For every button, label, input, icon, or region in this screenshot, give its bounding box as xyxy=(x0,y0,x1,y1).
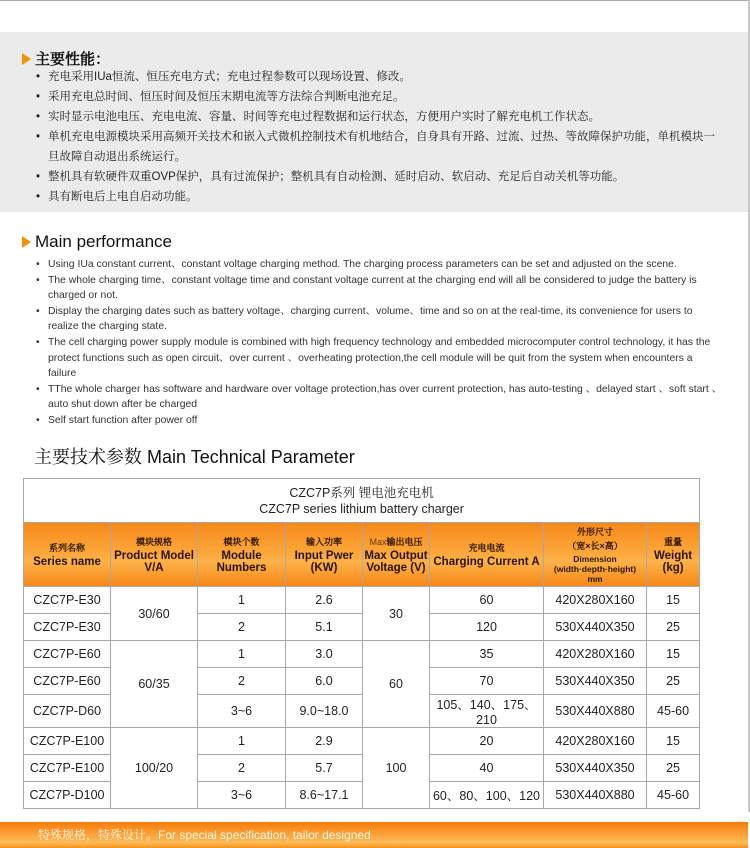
cell-weight: 15 xyxy=(647,728,700,755)
header-cn-text: 输出电压 xyxy=(386,536,423,547)
cell-weight: 25 xyxy=(647,614,700,641)
header-model xyxy=(111,523,198,587)
triangle-bullet-icon xyxy=(22,53,31,65)
header-modules xyxy=(198,523,286,587)
table-caption-row xyxy=(24,479,700,523)
cell-dimension: 530X440X350 xyxy=(544,668,647,695)
header-unit: mm xyxy=(587,573,603,584)
header-en-sub: (width·depth·height) xyxy=(553,563,637,574)
table-row xyxy=(24,641,700,668)
cn-feature-list xyxy=(36,67,726,207)
cell-power: 5.1 xyxy=(286,614,363,641)
list-item: • Display the charging dates such as battery voltage、charging current、volume、time and so on at the real-time, its convenience for users to realize the charging state. xyxy=(36,304,722,335)
list-item: • 实时显示电池电压、充电电流、容量、时间等充电过程数据和运行状态，方便用户实时了解充电机工作状态。 xyxy=(36,107,726,127)
cell-power: 2.6 xyxy=(286,587,363,614)
triangle-bullet-icon xyxy=(22,236,31,248)
cell-series: CZC7P-E30 xyxy=(24,587,111,614)
cell-dimension: 420X280X160 xyxy=(544,728,647,755)
top-divider xyxy=(0,0,750,1)
cn-performance-section xyxy=(0,32,748,212)
table-caption xyxy=(24,479,700,523)
list-item: • 充电采用IUa恒流、恒压充电方式；充电过程参数可以现场设置、修改。 xyxy=(36,67,726,87)
cell-modules: 1 xyxy=(198,587,286,614)
cell-modules: 2 xyxy=(198,755,286,782)
list-item: • 整机具有软硬件双重OVP保护，具有过流保护；整机具有自动检测、延时启动、软启动、充足后自动关机等功能。 xyxy=(36,167,726,187)
cell-dimension: 420X280X160 xyxy=(544,641,647,668)
list-item: • Using IUa constant current、constant voltage charging method. The charging process parameters can be set and adjusted on the scene. xyxy=(36,257,722,273)
caption-cn: CZC7P系列 锂电池充电机 xyxy=(289,485,434,500)
footer-banner xyxy=(0,822,748,848)
cell-power: 6.0 xyxy=(286,668,363,695)
cell-dimension: 530X440X350 xyxy=(544,755,647,782)
header-cn: 充电电流 xyxy=(468,542,505,553)
list-item: • 具有断电后上电自启动功能。 xyxy=(36,187,726,207)
header-cn: 系列名称 xyxy=(48,542,85,553)
header-cn: 外形尺寸 xyxy=(576,526,613,537)
list-item: • The cell charging power supply module is combined with high frequency technology and embedded microcomputer control technology, it has the protect functions such as open circuit、over current 、overheating protection,the cell module will be quit from the system when encounters a failure xyxy=(36,335,722,382)
cell-series: CZC7P-E60 xyxy=(24,668,111,695)
header-cn: 模块规格 xyxy=(135,536,172,547)
header-cn-sub: （宽×长×高） xyxy=(567,540,623,551)
header-cn: 输入功率 xyxy=(305,536,342,547)
table-header-row xyxy=(24,523,700,587)
spec-table xyxy=(23,478,700,809)
cell-dimension: 530X440X880 xyxy=(544,695,647,728)
cell-voltage: 100 xyxy=(363,728,430,809)
cell-power: 3.0 xyxy=(286,641,363,668)
cell-voltage: 30 xyxy=(363,587,430,641)
cell-current: 105、140、175、210 xyxy=(430,695,544,728)
header-en: Input Pwer (KW) xyxy=(294,549,354,574)
cell-modules: 1 xyxy=(198,728,286,755)
cell-power: 5.7 xyxy=(286,755,363,782)
cell-model: 30/60 xyxy=(111,587,198,641)
list-item: • 采用充电总时间、恒压时间及恒压末期电流等方法综合判断电池充足。 xyxy=(36,87,726,107)
header-power xyxy=(286,523,363,587)
cell-modules: 1 xyxy=(198,641,286,668)
cell-voltage: 60 xyxy=(363,641,430,728)
cn-section-title xyxy=(22,48,110,69)
cn-title-text: 主要性能： xyxy=(35,51,111,68)
cell-weight: 25 xyxy=(647,668,700,695)
cell-weight: 15 xyxy=(647,587,700,614)
cell-current: 20 xyxy=(430,728,544,755)
en-feature-list xyxy=(36,257,722,429)
max-prefix: Max xyxy=(369,536,387,547)
en-section-title xyxy=(22,232,172,252)
cell-series: CZC7P-E100 xyxy=(24,728,111,755)
cell-current: 40 xyxy=(430,755,544,782)
list-item: • Self start function after power off xyxy=(36,413,722,429)
cell-modules: 3~6 xyxy=(198,782,286,809)
table-row xyxy=(24,587,700,614)
header-en: Module Numbers xyxy=(216,549,267,574)
cell-current: 120 xyxy=(430,614,544,641)
cell-model: 60/35 xyxy=(111,641,198,728)
cell-current: 35 xyxy=(430,641,544,668)
en-title-text: Main performance xyxy=(35,232,173,251)
header-current xyxy=(430,523,544,587)
header-en: Weight (kg) xyxy=(653,549,693,574)
cell-model: 100/20 xyxy=(111,728,198,809)
header-cn: 重量 xyxy=(664,536,683,547)
cell-series: CZC7P-E30 xyxy=(24,614,111,641)
list-item: • TThe whole charger has software and hardware over voltage protection,has over current protection, has auto-testing 、delayed start 、soft start 、auto shut down after be charged xyxy=(36,382,722,413)
cell-dimension: 420X280X160 xyxy=(544,587,647,614)
header-dimension xyxy=(544,523,647,587)
header-en: Charging Current A xyxy=(433,555,540,568)
cell-modules: 2 xyxy=(198,614,286,641)
footer-text: 特殊规格，特殊设计。For special specification, tailor designed xyxy=(38,828,371,842)
header-cn xyxy=(363,536,429,548)
header-en: Dimension xyxy=(573,553,617,564)
cell-dimension: 530X440X350 xyxy=(544,614,647,641)
cell-power: 8.6~17.1 xyxy=(286,782,363,809)
header-series xyxy=(24,523,111,587)
cell-power: 9.0~18.0 xyxy=(286,695,363,728)
header-weight xyxy=(647,523,700,587)
cell-series: CZC7P-E60 xyxy=(24,641,111,668)
header-voltage xyxy=(363,523,430,587)
cell-series: CZC7P-D100 xyxy=(24,782,111,809)
table-row xyxy=(24,728,700,755)
list-item: • The whole charging time、constant voltage time and constant voltage current at the charging end will all be considered to judge the battery is charged or not. xyxy=(36,273,722,304)
header-en: Product Model V/A xyxy=(114,549,194,574)
caption-en: CZC7P series lithium battery charger xyxy=(259,501,464,516)
cell-power: 2.9 xyxy=(286,728,363,755)
cell-weight: 15 xyxy=(647,641,700,668)
list-item: • 单机充电电源模块采用高频开关技术和嵌入式微机控制技术有机地结合，自身具有开路、过流、过热、等故障保护功能，单机模块一旦故障自动退出系统运行。 xyxy=(36,127,726,167)
cell-weight: 45-60 xyxy=(647,782,700,809)
header-cn: 模块个数 xyxy=(223,536,260,547)
cell-modules: 3~6 xyxy=(198,695,286,728)
param-section-title: 主要技术参数 Main Technical Parameter xyxy=(34,447,355,467)
cell-series: CZC7P-E100 xyxy=(24,755,111,782)
cell-weight: 25 xyxy=(647,755,700,782)
cell-current: 60、80、100、120 xyxy=(430,782,544,809)
cell-modules: 2 xyxy=(198,668,286,695)
cell-current: 70 xyxy=(430,668,544,695)
header-en: Max Output Voltage (V) xyxy=(364,549,428,574)
cell-dimension: 530X440X880 xyxy=(544,782,647,809)
header-en: Series name xyxy=(33,555,101,568)
cell-current: 60 xyxy=(430,587,544,614)
cell-weight: 45-60 xyxy=(647,695,700,728)
cell-series: CZC7P-D60 xyxy=(24,695,111,728)
